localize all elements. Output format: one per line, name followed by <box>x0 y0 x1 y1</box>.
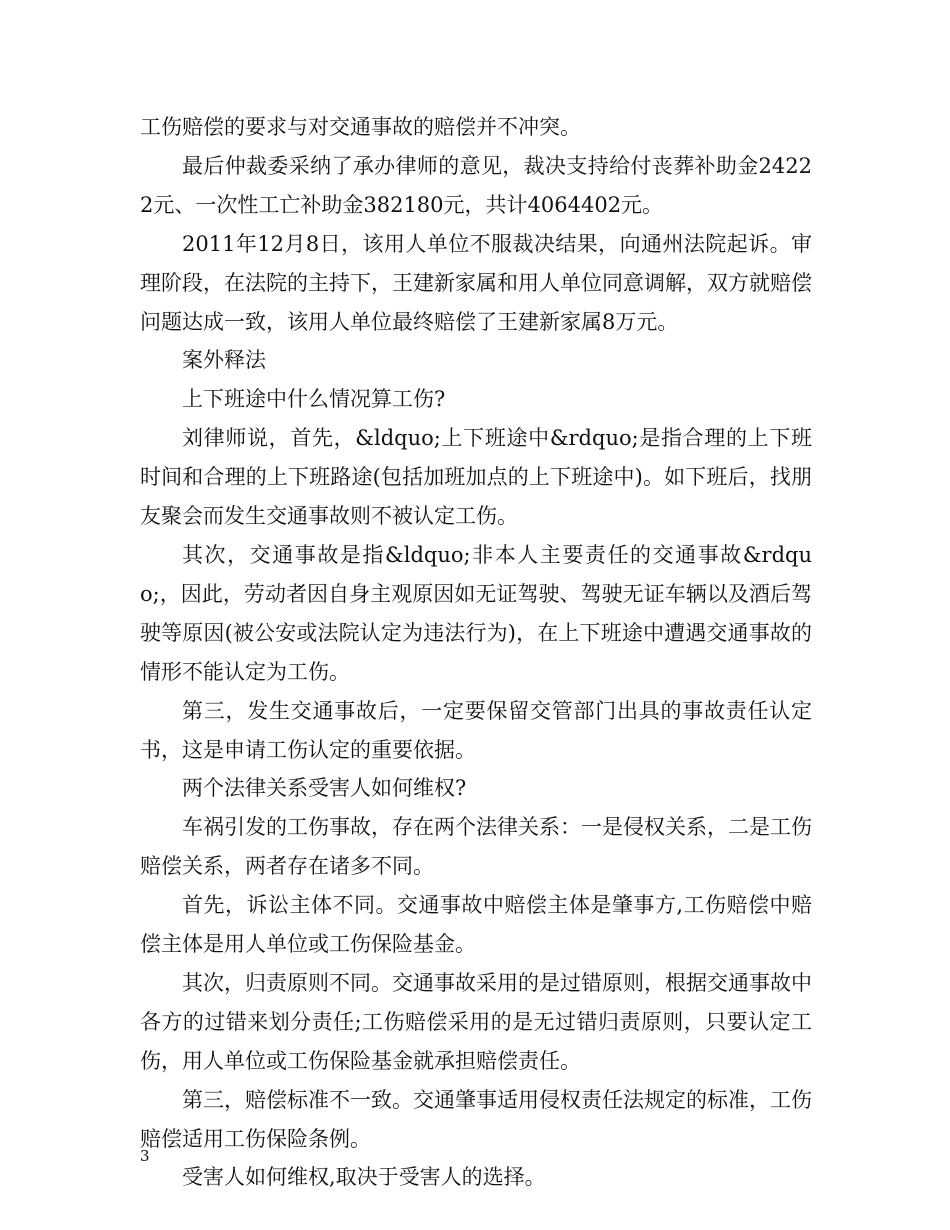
page-number: 3 <box>140 1147 150 1165</box>
document-body <box>140 108 812 1197</box>
subheading-commute-injury: 上下班途中什么情况算工伤? <box>182 387 446 412</box>
paragraph-arbitration-ruling: 最后仲裁委采纳了承办律师的意见，裁决支持给付丧葬补助金24222元、一次性工亡补助金382180元，共计4064402元。 <box>140 153 812 217</box>
paragraph-liability-principles: 其次，归责原则不同。交通事故采用的是过错原则，根据交通事故中各方的过错来划分责任;工伤赔偿采用的是无过错归责原则，只要认定工伤，用人单位或工伤保险基金就承担赔偿责任。 <box>140 970 812 1073</box>
paragraph-victim-choice: 受害人如何维权,取决于受害人的选择。 <box>182 1165 546 1190</box>
paragraph-continuation: 工伤赔偿的要求与对交通事故的赔偿并不冲突。 <box>140 115 581 139</box>
paragraph-accident-definition: 其次，交通事故是指&ldquo;非本人主要责任的交通事故&rdquo;，因此，劳动者因自身主观原因如无证驾驶、驾驶无证车辆以及酒后驾驶等原因(被公安或法院认定为违法行为)，在上下班途中遭遇交通事故的情形不能认定为工伤。 <box>140 542 812 684</box>
paragraph-court-mediation: 2011年12月8日，该用人单位不服裁决结果，向通州法院起诉。审理阶段，在法院的主持下，王建新家属和用人单位同意调解，双方就赔偿问题达成一致，该用人单位最终赔偿了王建新家属8万元。 <box>140 231 812 334</box>
subheading-two-legal-relations: 两个法律关系受害人如何维权? <box>182 776 467 801</box>
paragraph-two-relations: 车祸引发的工伤事故，存在两个法律关系：一是侵权关系，二是工伤赔偿关系，两者存在诸多不同。 <box>140 815 812 879</box>
paragraph-keep-certificate: 第三，发生交通事故后，一定要保留交管部门出具的事故责任认定书，这是申请工伤认定的重要依据。 <box>140 698 812 762</box>
section-heading-legal-explanation: 案外释法 <box>182 348 266 373</box>
paragraph-compensation-standards: 第三，赔偿标准不一致。交通肇事适用侵权责任法规定的标准，工伤赔偿适用工伤保险条例。 <box>140 1087 812 1151</box>
paragraph-different-subjects: 首先，诉讼主体不同。交通事故中赔偿主体是肇事方,工伤赔偿中赔偿主体是用人单位或工伤保险基金。 <box>140 893 812 957</box>
paragraph-commute-definition: 刘律师说，首先，&ldquo;上下班途中&rdquo;是指合理的上下班时间和合理的上下班路途(包括加班加点的上下班途中)。如下班后，找朋友聚会而发生交通事故则不被认定工伤。 <box>140 426 812 529</box>
